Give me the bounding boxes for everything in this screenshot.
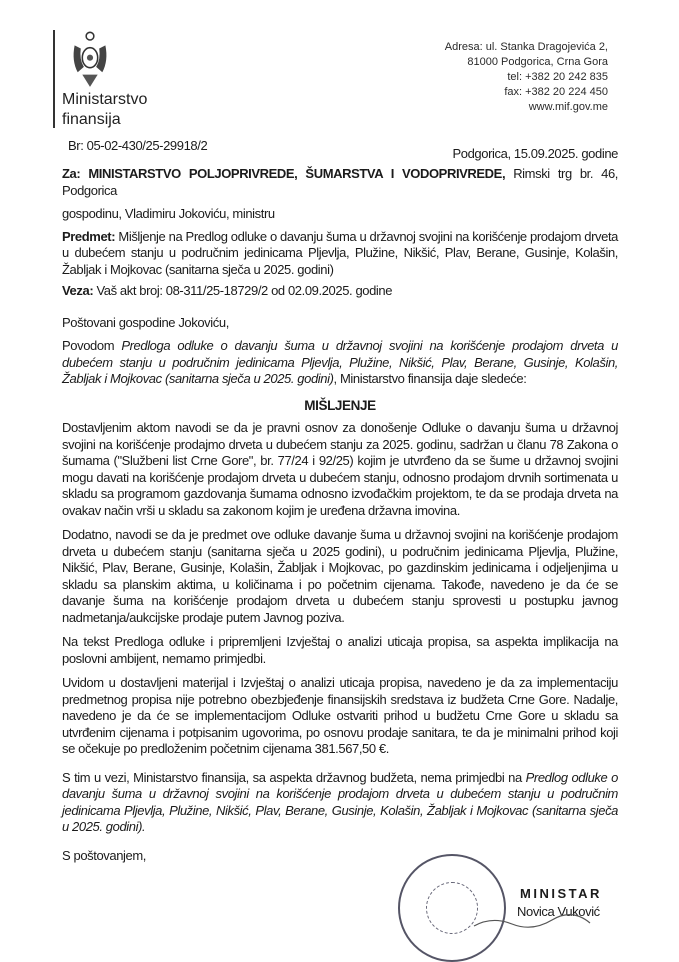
- recipient-address: Rimski trg br. 46, Podgorica: [62, 166, 618, 198]
- conclusion-start: S tim u vezi, Ministarstvo finansija, sa aspekta državnog budžeta, nema primjedbi na: [62, 769, 526, 785]
- conclusion-paragraph: [62, 770, 618, 836]
- conclusion-italic: Predlog odluke o davanju šuma u državnoj svojini na korišćenje prodajom drveta u dubećem stanju u područnim jedinicama Pljevlja, Plužine, Nikšić, Plav, Berane, Gusinje, Kolašin, Žabljak i Mojkovac (sanitarna sječa u 2025. godini).: [62, 769, 618, 834]
- recipient: [62, 166, 618, 199]
- reference-text: Vaš akt broj: 08-311/25-18729/2 od 02.09.2025. godine: [93, 283, 393, 298]
- paragraph-2: Dodatno, navodi se da je predmet ove odluke davanje šuma u državnoj svojini na korišćenje prodajom drveta u dubećem stanju (sanitarna sječa u 2025 godini), u područnim jedinicama Pljevlja, Plužine, Nikšić, Plav, Berane, Gusinje, Kolašin, Žabljak i Mojkovac, po gazdinskim jedinicama i odjeljenjima u skladu sa planskim aktima, u količinama i po početnim cijenama. Takođe, navedeno je da će se davanje šuma na korišćenje prodajom drveta u dubećem stanju sprovesti u postupku javnog nadmetanja/aukcijske prodaje putem Javnog poziva.: [62, 527, 618, 625]
- subject-label: Predmet:: [62, 228, 116, 244]
- letter-content: [62, 136, 618, 928]
- subject-text: Mišljenje na Predlog odluke o davanju šuma u državnoj svojini na korišćenje prodajom drveta u dubećem stanju u područnim jedinicama Pljevlja, Plužine, Nikšić, Plav, Berane, Gusinje, Kolašin, Žabljak i Mojkovac (sanitarna sječa u 2025. godini): [62, 228, 618, 277]
- recipient-label: Za:: [62, 166, 81, 181]
- address-tel: tel: +382 20 242 835: [507, 71, 608, 83]
- ministry-line1: Ministarstvo: [62, 91, 148, 108]
- reference-number: Br: 05-02-430/25-29918/2: [68, 138, 208, 153]
- coat-of-arms-icon: [68, 30, 112, 90]
- letterhead-bar: [53, 30, 55, 128]
- signature-scribble: [472, 914, 592, 930]
- signatory-name: Novica Vuković: [517, 904, 600, 919]
- recipient-name: MINISTARSTVO POLJOPRIVREDE, ŠUMARSTVA I VODOPRIVREDE,: [88, 166, 506, 181]
- salutation: Poštovani gospodine Jokoviću,: [62, 314, 229, 330]
- reference-label: Veza:: [62, 283, 94, 298]
- ministry-name: [62, 90, 147, 130]
- signatory-title: MINISTAR: [520, 886, 602, 901]
- closing: S poštovanjem,: [62, 847, 147, 863]
- subject: [62, 229, 618, 279]
- address-fax: fax: +382 20 224 450: [504, 86, 608, 98]
- official-stamp: [398, 854, 506, 962]
- address-block: [445, 40, 608, 115]
- opinion-heading: MIŠLJENJE: [304, 397, 376, 413]
- address-web: www.mif.gov.me: [528, 101, 608, 113]
- signature-block: [62, 866, 618, 928]
- intro-italic: Predloga odluke o davanju šuma u državnoj svojini na korišćenje prodajom drveta u dubećem stanju u područnim jedinicama Pljevlja, Plužine, Nikšić, Plav, Berane, Gusinje, Kolašin, Žabljak i Mojkovac (sanitarna sječa u 2025. godini): [62, 338, 618, 386]
- recipient-attention: gospodinu, Vladimiru Jokoviću, ministru: [62, 206, 275, 221]
- address-city: 81000 Podgorica, Crna Gora: [467, 56, 608, 68]
- intro-end: , Ministarstvo finansija daje sledeće:: [333, 371, 527, 386]
- paragraph-4: Uvidom u dostavljeni materijal i Izvještaj o analizi uticaja propisa, navedeno je da za implementaciju predmetnog propisa nije potrebno obezbjeđenje finansijskih sredstava iz budžeta Crne Gore. Nadalje, navedeno je da će se implementacijom Odluke ostvariti prihod u budžetu Crne Gore u skladu sa utvrđenim cijenama i potpisanim ugovorima, po osnovu prodaje sanitara, te da je minimalni prihod koji se očekuje po predloženim početnim cijenama 381.567,50 €.: [62, 675, 618, 756]
- intro-paragraph: [62, 338, 618, 388]
- paragraph-1: Dostavljenim aktom navodi se da je pravni osnov za donošenje Odluke o davanju šuma u državnoj svojini na korišćenje prodajmo drveta u dubećem stanju za 2025. godinu, sadržan u članu 78 Zakona o šumama ("Službeni list Crne Gore", br. 77/24 i 92/25) kojim je utvrđeno da se šume u državnoj svojini mogu davati na korišćenje prodajom drveta u dubećem stanju, odnosno prodajom drvnih sortimenata u skladu sa programom gazdovanja šumama odnosno izvođačkim projektom, te da se prodaja drveta na ovakav način vrši u skladu sa zakonom kojim je uređena državna imovina.: [62, 420, 618, 518]
- ministry-line2: finansija: [62, 111, 121, 128]
- intro-start: Povodom: [62, 338, 122, 353]
- reference: [62, 283, 618, 300]
- address-street: Adresa: ul. Stanka Dragojevića 2,: [444, 41, 608, 53]
- document-date: Podgorica, 15.09.2025. godine: [452, 146, 618, 161]
- reference-row: [62, 136, 618, 164]
- paragraph-3: Na tekst Predloga odluke i pripremljeni Izvještaj o analizi uticaja propisa, sa aspekta implikacija na poslovni ambijent, nemamo primjedbi.: [62, 634, 618, 666]
- letterhead: [0, 0, 679, 136]
